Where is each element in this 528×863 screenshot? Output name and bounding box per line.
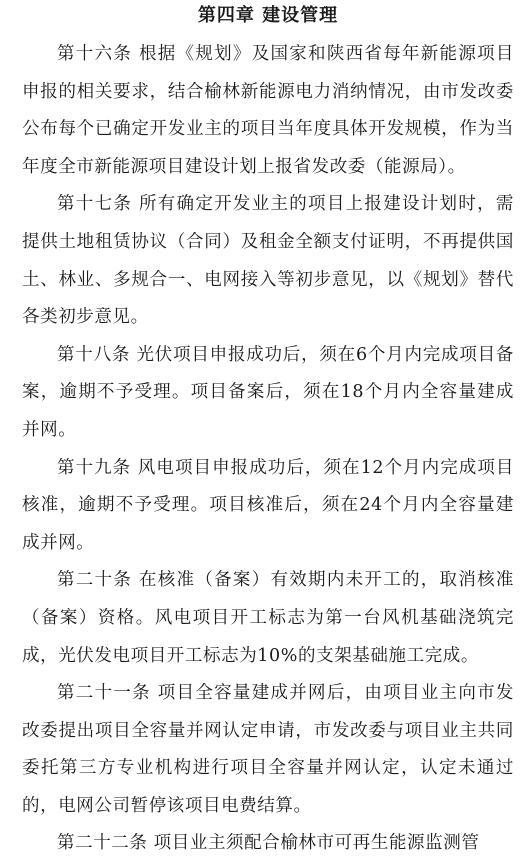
article-17: 第十七条 所有确定开发业主的项目上报建设计划时，需提供土地租赁协议（合同）及租金全额支付证明，不再提供国土、林业、多规合一、电网接入等初步意见，以《规划》替代各类初步意见。 <box>22 194 514 328</box>
article-16: 第十六条 根据《规划》及国家和陕西省每年新能源项目申报的相关要求，结合榆林新能源电力消纳情况，由市发改委公布每个已确定开发业主的项目当年度具体开发规模，作为当年度全市新能源项目建设计划上报省发改委（能源局）。 <box>22 44 514 177</box>
article-20: 第二十条 在核准（备案）有效期内未开工的，取消核准（备案）资格。风电项目开工标志为第一台风机基础浇筑完成，光伏发电项目开工标志为10%的支架基础施工完成。 <box>22 570 514 666</box>
chapter-title: 第四章 建设管理 <box>197 5 339 26</box>
document-page <box>0 2 528 854</box>
article-22: 第二十二条 项目业主须配合榆林市可再生能源监测管 <box>57 833 480 854</box>
article-18: 第十八条 光伏项目申报成功后，须在6个月内完成项目备案，逾期不予受理。项目备案后，须在18个月内全容量建成并网。 <box>22 344 514 440</box>
article-21: 第二十一条 项目全容量建成并网后，由项目业主向市发改委提出项目全容量并网认定申请，市发改委与项目业主共同委托第三方专业机构进行项目全容量并网认定，认定未通过的，电网公司暂停该项目电费结算。 <box>22 683 514 816</box>
article-19: 第十九条 风电项目申报成功后，须在12个月内完成项目核准，逾期不予受理。项目核准后，须在24个月内全容量建成并网。 <box>22 457 514 553</box>
